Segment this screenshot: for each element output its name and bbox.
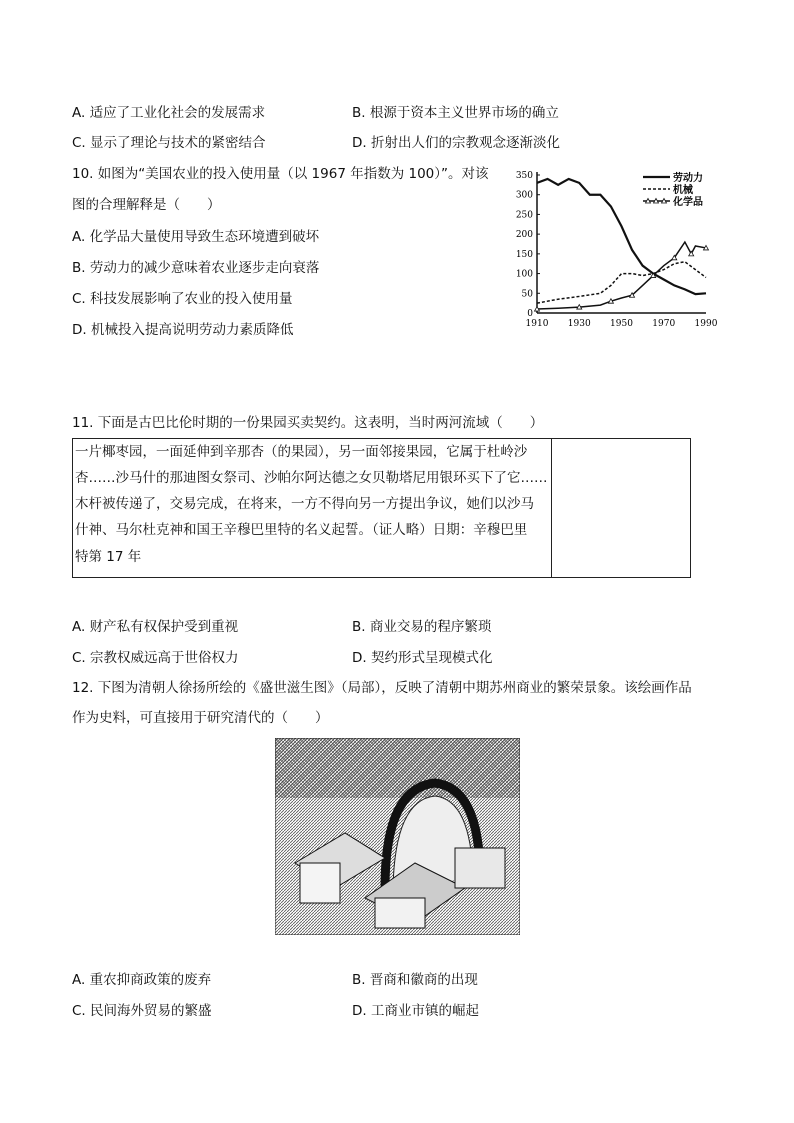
q11-option-c[interactable]: C. 宗教权威远高于世俗权力 bbox=[72, 650, 239, 666]
q12-option-c[interactable]: C. 民间海外贸易的繁盛 bbox=[72, 1003, 212, 1019]
contract-line: 一片椰枣园，一面延伸到辛那杏（的果园），另一面邻接果园，它属于杜岭沙 bbox=[75, 444, 528, 460]
y-tick-label: 350 bbox=[515, 171, 533, 181]
q10-option-a[interactable]: A. 化学品大量使用导致生态环境遭到破坏 bbox=[72, 229, 320, 245]
q12-stem-cont: 作为史料，可直接用于研究清代的（ ） bbox=[72, 710, 329, 726]
q9-option-d[interactable]: D. 折射出人们的宗教观念逐渐淡化 bbox=[352, 135, 560, 151]
legend-label: 化学品 bbox=[673, 197, 703, 208]
q10-option-b[interactable]: B. 劳动力的减少意味着农业逐步走向衰落 bbox=[72, 260, 320, 276]
x-tick-label: 1990 bbox=[694, 319, 718, 329]
y-tick-label: 0 bbox=[527, 309, 533, 319]
q11-option-b[interactable]: B. 商业交易的程序繁琐 bbox=[352, 619, 492, 635]
x-tick-label: 1970 bbox=[652, 319, 676, 329]
contract-line: 杏……沙马什的那迪图女祭司、沙帕尔阿达德之女贝勒塔尼用银环买下了它…… bbox=[75, 470, 548, 486]
q10-option-d[interactable]: D. 机械投入提高说明劳动力素质降低 bbox=[72, 322, 294, 338]
q10-option-c[interactable]: C. 科技发展影响了农业的投入使用量 bbox=[72, 291, 293, 307]
contract-line: 木杆被传递了，交易完成，在将来，一方不得向另一方提出争议，她们以沙马 bbox=[75, 496, 534, 512]
q10-stem: 10. 如图为“美国农业的投入使用量（以 1967 年指数为 100）”。对该 bbox=[72, 166, 489, 182]
q10-stem-cont: 图的合理解释是（ ） bbox=[72, 197, 221, 213]
shengshi-zisheng-painting bbox=[275, 738, 520, 935]
y-tick-label: 250 bbox=[515, 210, 533, 221]
q12-option-b[interactable]: B. 晋商和徽商的出现 bbox=[352, 972, 478, 988]
legend-label: 机械 bbox=[673, 185, 693, 196]
y-tick-label: 200 bbox=[515, 230, 533, 241]
q9-option-b[interactable]: B. 根源于资本主义世界市场的确立 bbox=[352, 105, 559, 121]
y-tick-label: 50 bbox=[521, 289, 533, 300]
q12-stem: 12. 下图为清朝人徐扬所绘的《盛世滋生图》（局部），反映了清朝中期苏州商业的繁荣景象。该绘画作品 bbox=[72, 680, 692, 696]
x-tick-label: 1950 bbox=[610, 319, 633, 329]
contract-line: 特第 17 年 bbox=[75, 549, 142, 565]
q9-option-c[interactable]: C. 显示了理论与技术的紧密结合 bbox=[72, 135, 266, 151]
contract-table bbox=[72, 438, 691, 578]
y-tick-label: 150 bbox=[515, 249, 533, 260]
x-tick-label: 1910 bbox=[525, 319, 549, 329]
series-line-1 bbox=[537, 262, 706, 303]
y-tick-label: 300 bbox=[515, 190, 533, 201]
q9-option-a[interactable]: A. 适应了工业化社会的发展需求 bbox=[72, 105, 266, 121]
contract-line: 什神、马尔杜克神和国王辛穆巴里特的名义起誓。（证人略）日期：辛穆巴里 bbox=[75, 522, 528, 538]
legend-label: 劳动力 bbox=[673, 173, 703, 184]
x-tick-label: 1930 bbox=[567, 319, 591, 329]
q11-option-d[interactable]: D. 契约形式呈现模式化 bbox=[352, 650, 493, 666]
q11-option-a[interactable]: A. 财产私有权保护受到重视 bbox=[72, 619, 239, 635]
y-tick-label: 100 bbox=[515, 269, 533, 280]
q12-option-d[interactable]: D. 工商业市镇的崛起 bbox=[352, 1003, 479, 1019]
q11-stem: 11. 下面是古巴比伦时期的一份果园买卖契约。这表明，当时两河流域（ ） bbox=[72, 415, 544, 431]
agriculture-input-chart bbox=[505, 165, 730, 340]
table-divider bbox=[551, 439, 552, 577]
q12-option-a[interactable]: A. 重农抑商政策的废弃 bbox=[72, 972, 212, 988]
